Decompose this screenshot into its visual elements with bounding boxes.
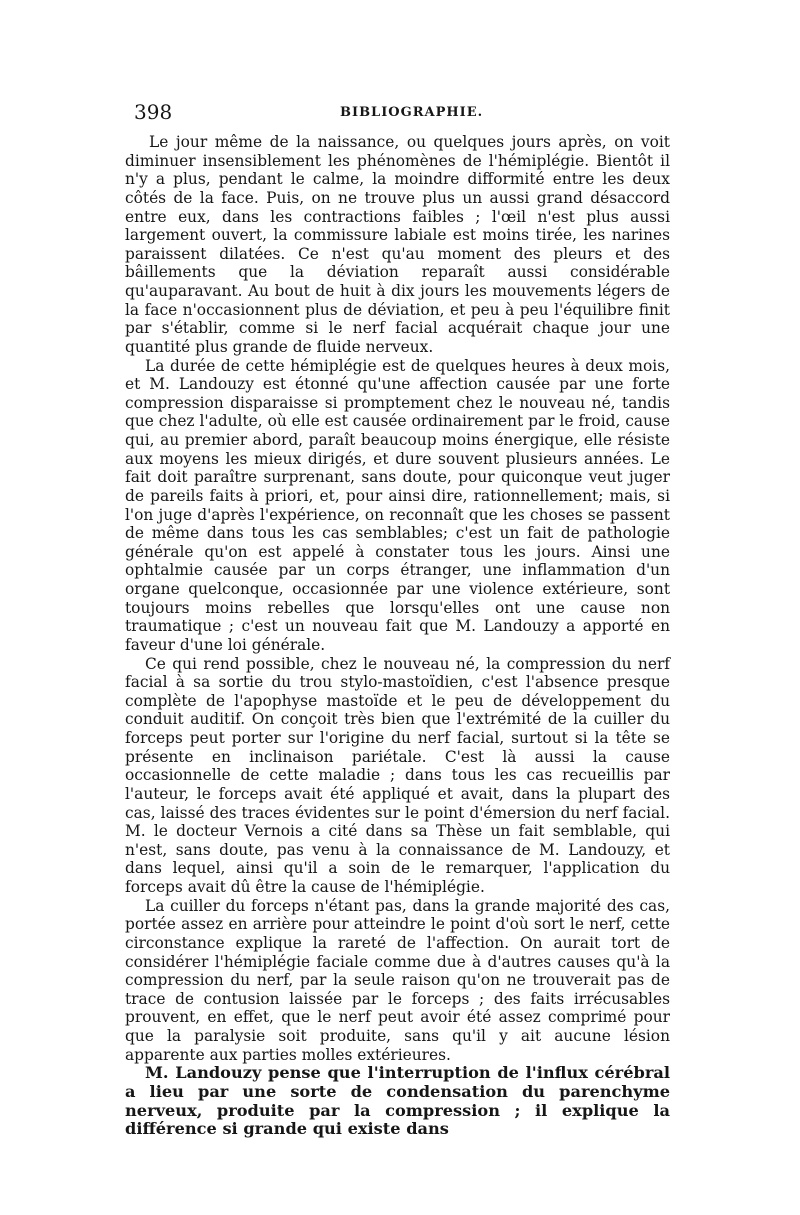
paragraph-1: Le jour même de la naissance, ou quelques jours après, on voit diminuer insensiblement les phénomènes de l'hémiplégie. Bientôt il n'y a plus, pendant le calme, la moindre difformité entre les deux côtés de la face. Puis, on ne trouve plus un aussi grand désaccord entre eux, dans les contractions faibles ; l'œil n'est plus aussi largement ouvert, la commissure labiale est moins tirée, les narines paraissent dilatées. Ce n'est qu'au moment des pleurs et des bâillements que la déviation reparaît aussi considérable qu'auparavant. Au bout de huit à dix jours les mouvements légers de la face n'occasionnent plus de déviation, et peu à peu l'équilibre finit par s'établir, comme si le nerf facial acquérait chaque jour une quantité plus grande de fluide nerveux.	[125, 133, 670, 356]
page-header	[134, 100, 670, 128]
paragraph-4: La cuiller du forceps n'étant pas, dans la grande majorité des cas, portée assez en arrière pour atteindre le point d'où sort le nerf, cette circonstance explique la rareté de l'affection. On aurait tort de considérer l'hémiplégie faciale comme due à d'autres causes qu'à la compression du nerf, par la seule raison qu'on ne trouverait pas de trace de contusion laissée par le forceps ; des faits irrécusables prouvent, en effet, que le nerf peut avoir été assez comprimé pour que la paralysie soit produite, sans qu'il y ait aucune lésion apparente aux parties molles extérieures.	[125, 896, 670, 1064]
body-text	[125, 133, 670, 1139]
paragraph-2: La durée de cette hémiplégie est de quelques heures à deux mois, et M. Landouzy est étonné qu'une affection causée par une forte compression disparaisse si promptement chez le nouveau né, tandis que chez l'adulte, où elle est causée ordinairement par le froid, cause qui, au premier abord, paraît beaucoup moins énergique, elle résiste aux moyens les mieux dirigés, et dure souvent plusieurs années. Le fait doit paraître surprenant, sans doute, pour quiconque veut juger de pareils faits à priori, et, pour ainsi dire, rationnellement; mais, si l'on juge d'après l'expérience, on reconnaît que les choses se passent de même dans tous les cas semblables; c'est un fait de pathologie générale qu'on est appelé à constater tous les jours. Ainsi une ophtalmie causée par un corps étranger, une inflammation d'un organe quelconque, occasionnée par une violence extérieure, sont toujours moins rebelles que lorsqu'elles ont une cause non traumatique ; c'est un nouveau fait que M. Landouzy a apporté en faveur d'une loi générale.	[125, 356, 670, 654]
paragraph-3: Ce qui rend possible, chez le nouveau né, la compression du nerf facial à sa sortie du trou stylo-mastoïdien, c'est l'absence presque complète de l'apophyse mastoïde et le peu de développement du conduit auditif. On conçoit très bien que l'extrémité de la cuiller du forceps peut porter sur l'origine du nerf facial, surtout si la tête se présente en inclinaison pariétale. C'est là aussi la cause occasionnelle de cette maladie ; dans tous les cas recueillis par l'auteur, le forceps avait été appliqué et avait, dans la plupart des cas, laissé des traces évidentes sur le point d'émersion du nerf facial. M. le docteur Vernois a cité dans sa Thèse un fait semblable, qui n'est, sans doute, pas venu à la connaissance de M. Landouzy, et dans lequel, ainsi qu'il a soin de le remarquer, l'application du forceps avait dû être la cause de l'hémiplégie.	[125, 654, 670, 896]
page-number: 398	[134, 100, 173, 124]
paragraph-5: M. Landouzy pense que l'interruption de l'influx cérébral a lieu par une sorte de condensation du parenchyme nerveux, produite par la compression ; il explique la différence si grande qui existe dans	[125, 1063, 670, 1139]
running-head: BIBLIOGRAPHIE.	[340, 105, 484, 120]
